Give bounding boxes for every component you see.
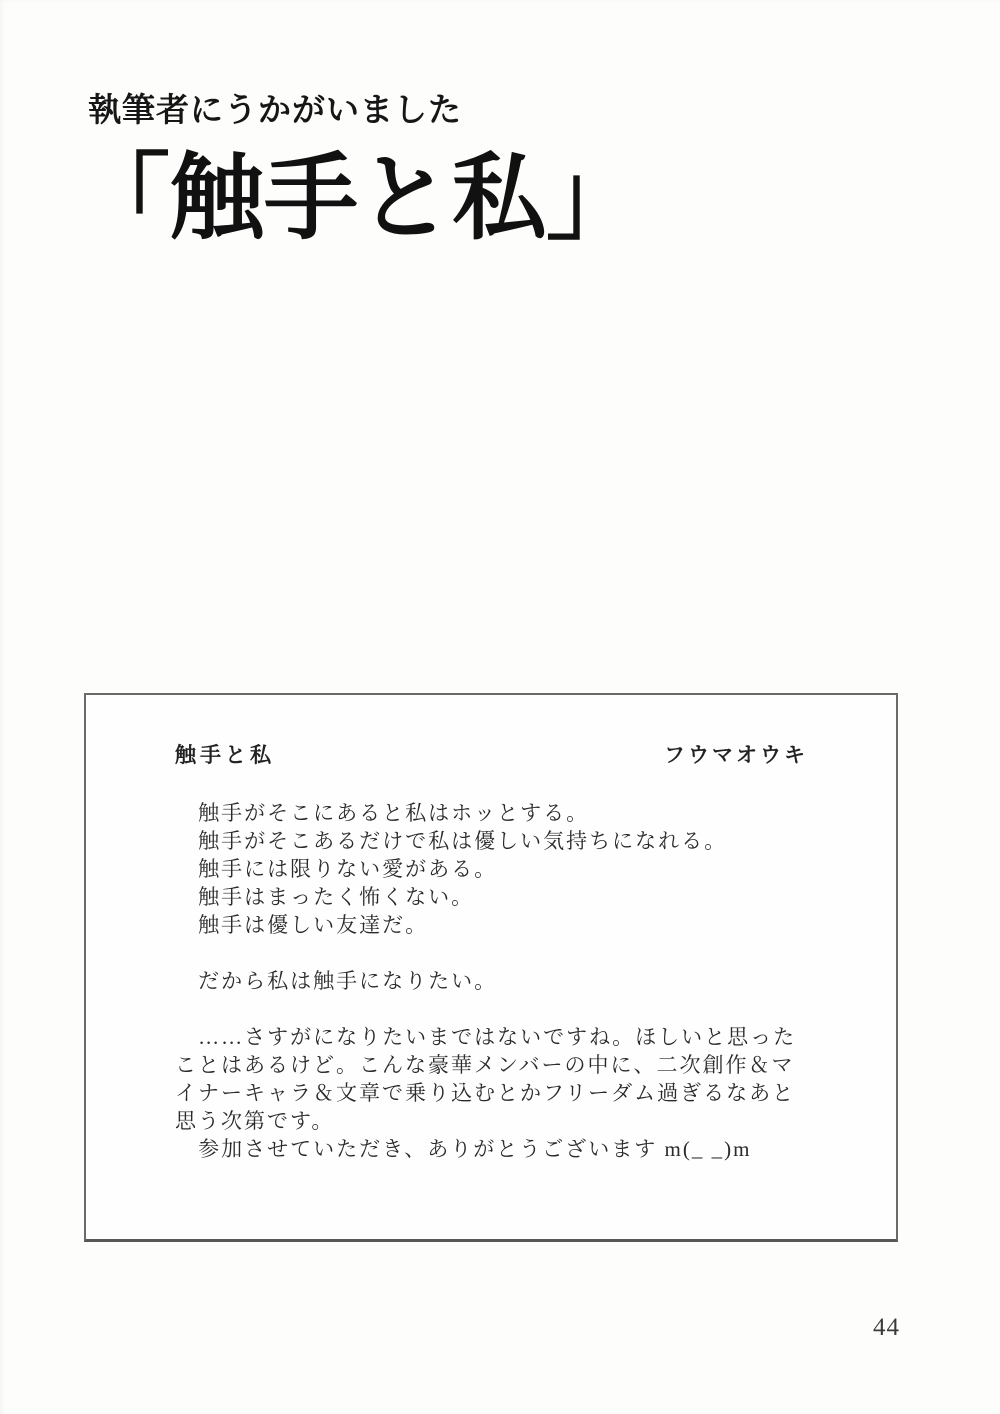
essay-line: 触手は優しい友達だ。: [198, 913, 429, 937]
essay-line: 参加させていただき、ありがとうございます m(_ _)m: [198, 1137, 752, 1161]
essay-line: 触手はまったく怖くない。: [198, 885, 475, 909]
essay-line: だから私は触手になりたい。: [198, 969, 498, 993]
essay-title: 触手と私: [175, 743, 275, 767]
essay-line: 触手には限りない愛がある。: [198, 857, 498, 881]
essay-line: イナーキャラ＆文章で乗り込むとかフリーダム過ぎるなあと: [175, 1081, 796, 1105]
page-headline: 「触手と私」: [76, 145, 641, 250]
essay-line: 思う次第です。: [175, 1109, 335, 1133]
essay-stanza-1: [175, 799, 808, 939]
essay-header: [175, 741, 808, 769]
essay-line: ……さすがになりたいまではないですね。ほしいと思った: [198, 1025, 797, 1049]
page-number: 44: [873, 1314, 900, 1341]
essay-stanza-3: [175, 1023, 808, 1163]
essay-stanza-2: [175, 967, 808, 995]
essay-author-name: フウマオウキ: [664, 743, 808, 767]
essay-line: 触手がそこにあると私はホッとする。: [198, 801, 590, 825]
essay-box: [84, 693, 898, 1242]
essay-line: 触手がそこあるだけで私は優しい気持ちになれる。: [198, 829, 728, 853]
kicker-text: 執筆者にうかがいました: [88, 91, 462, 128]
essay-line: ことはあるけど。こんな豪華メンバーの中に、二次創作＆マ: [175, 1053, 795, 1077]
